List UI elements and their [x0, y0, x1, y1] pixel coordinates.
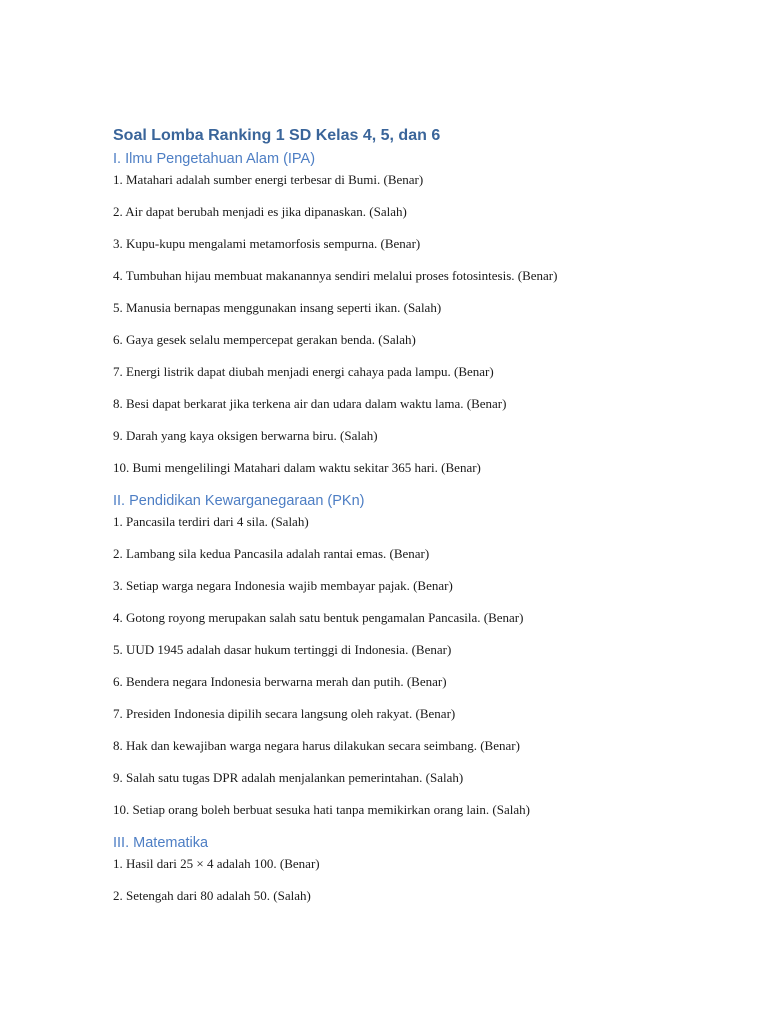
- question-item: 10. Setiap orang boleh berbuat sesuka hati tanpa memikirkan orang lain. (Salah): [113, 802, 530, 817]
- document-title: Soal Lomba Ranking 1 SD Kelas 4, 5, dan 6: [113, 127, 441, 144]
- question-list: [113, 512, 733, 832]
- question-item: 9. Darah yang kaya oksigen berwarna biru. (Salah): [113, 428, 378, 443]
- question-item: 2. Lambang sila kedua Pancasila adalah rantai emas. (Benar): [113, 546, 430, 561]
- question-item: 7. Presiden Indonesia dipilih secara langsung oleh rakyat. (Benar): [113, 706, 456, 721]
- question-item: 4. Gotong royong merupakan salah satu bentuk pengamalan Pancasila. (Benar): [113, 610, 524, 625]
- question-item: 6. Bendera negara Indonesia berwarna merah dan putih. (Benar): [113, 674, 447, 689]
- question-list: [113, 170, 733, 490]
- question-item: 9. Salah satu tugas DPR adalah menjalankan pemerintahan. (Salah): [113, 770, 464, 785]
- question-item: 10. Bumi mengelilingi Matahari dalam waktu sekitar 365 hari. (Benar): [113, 460, 481, 475]
- section-ipa: [113, 148, 733, 490]
- question-item: 1. Matahari adalah sumber energi terbesar di Bumi. (Benar): [113, 172, 424, 187]
- question-list: [113, 854, 733, 918]
- question-item: 1. Pancasila terdiri dari 4 sila. (Salah): [113, 514, 309, 529]
- question-item: 8. Hak dan kewajiban warga negara harus dilakukan secara seimbang. (Benar): [113, 738, 520, 753]
- question-item: 1. Hasil dari 25 × 4 adalah 100. (Benar): [113, 856, 320, 871]
- section-heading: I. Ilmu Pengetahuan Alam (IPA): [113, 151, 316, 167]
- question-item: 5. Manusia bernapas menggunakan insang seperti ikan. (Salah): [113, 300, 442, 315]
- question-item: 3. Kupu-kupu mengalami metamorfosis sempurna. (Benar): [113, 236, 421, 251]
- question-item: 2. Air dapat berubah menjadi es jika dipanaskan. (Salah): [113, 204, 407, 219]
- question-item: 8. Besi dapat berkarat jika terkena air dan udara dalam waktu lama. (Benar): [113, 396, 507, 411]
- section-pkn: [113, 490, 733, 832]
- sections-container: [113, 148, 733, 918]
- document-content: [113, 124, 733, 918]
- question-item: 7. Energi listrik dapat diubah menjadi energi cahaya pada lampu. (Benar): [113, 364, 494, 379]
- question-item: 2. Setengah dari 80 adalah 50. (Salah): [113, 888, 311, 903]
- question-item: 6. Gaya gesek selalu mempercepat gerakan benda. (Salah): [113, 332, 416, 347]
- section-matematika: [113, 832, 733, 918]
- section-heading: II. Pendidikan Kewarganegaraan (PKn): [113, 493, 365, 509]
- section-heading: III. Matematika: [113, 835, 209, 851]
- question-item: 5. UUD 1945 adalah dasar hukum tertinggi di Indonesia. (Benar): [113, 642, 452, 657]
- question-item: 3. Setiap warga negara Indonesia wajib membayar pajak. (Benar): [113, 578, 453, 593]
- question-item: 4. Tumbuhan hijau membuat makanannya sendiri melalui proses fotosintesis. (Benar): [113, 268, 558, 283]
